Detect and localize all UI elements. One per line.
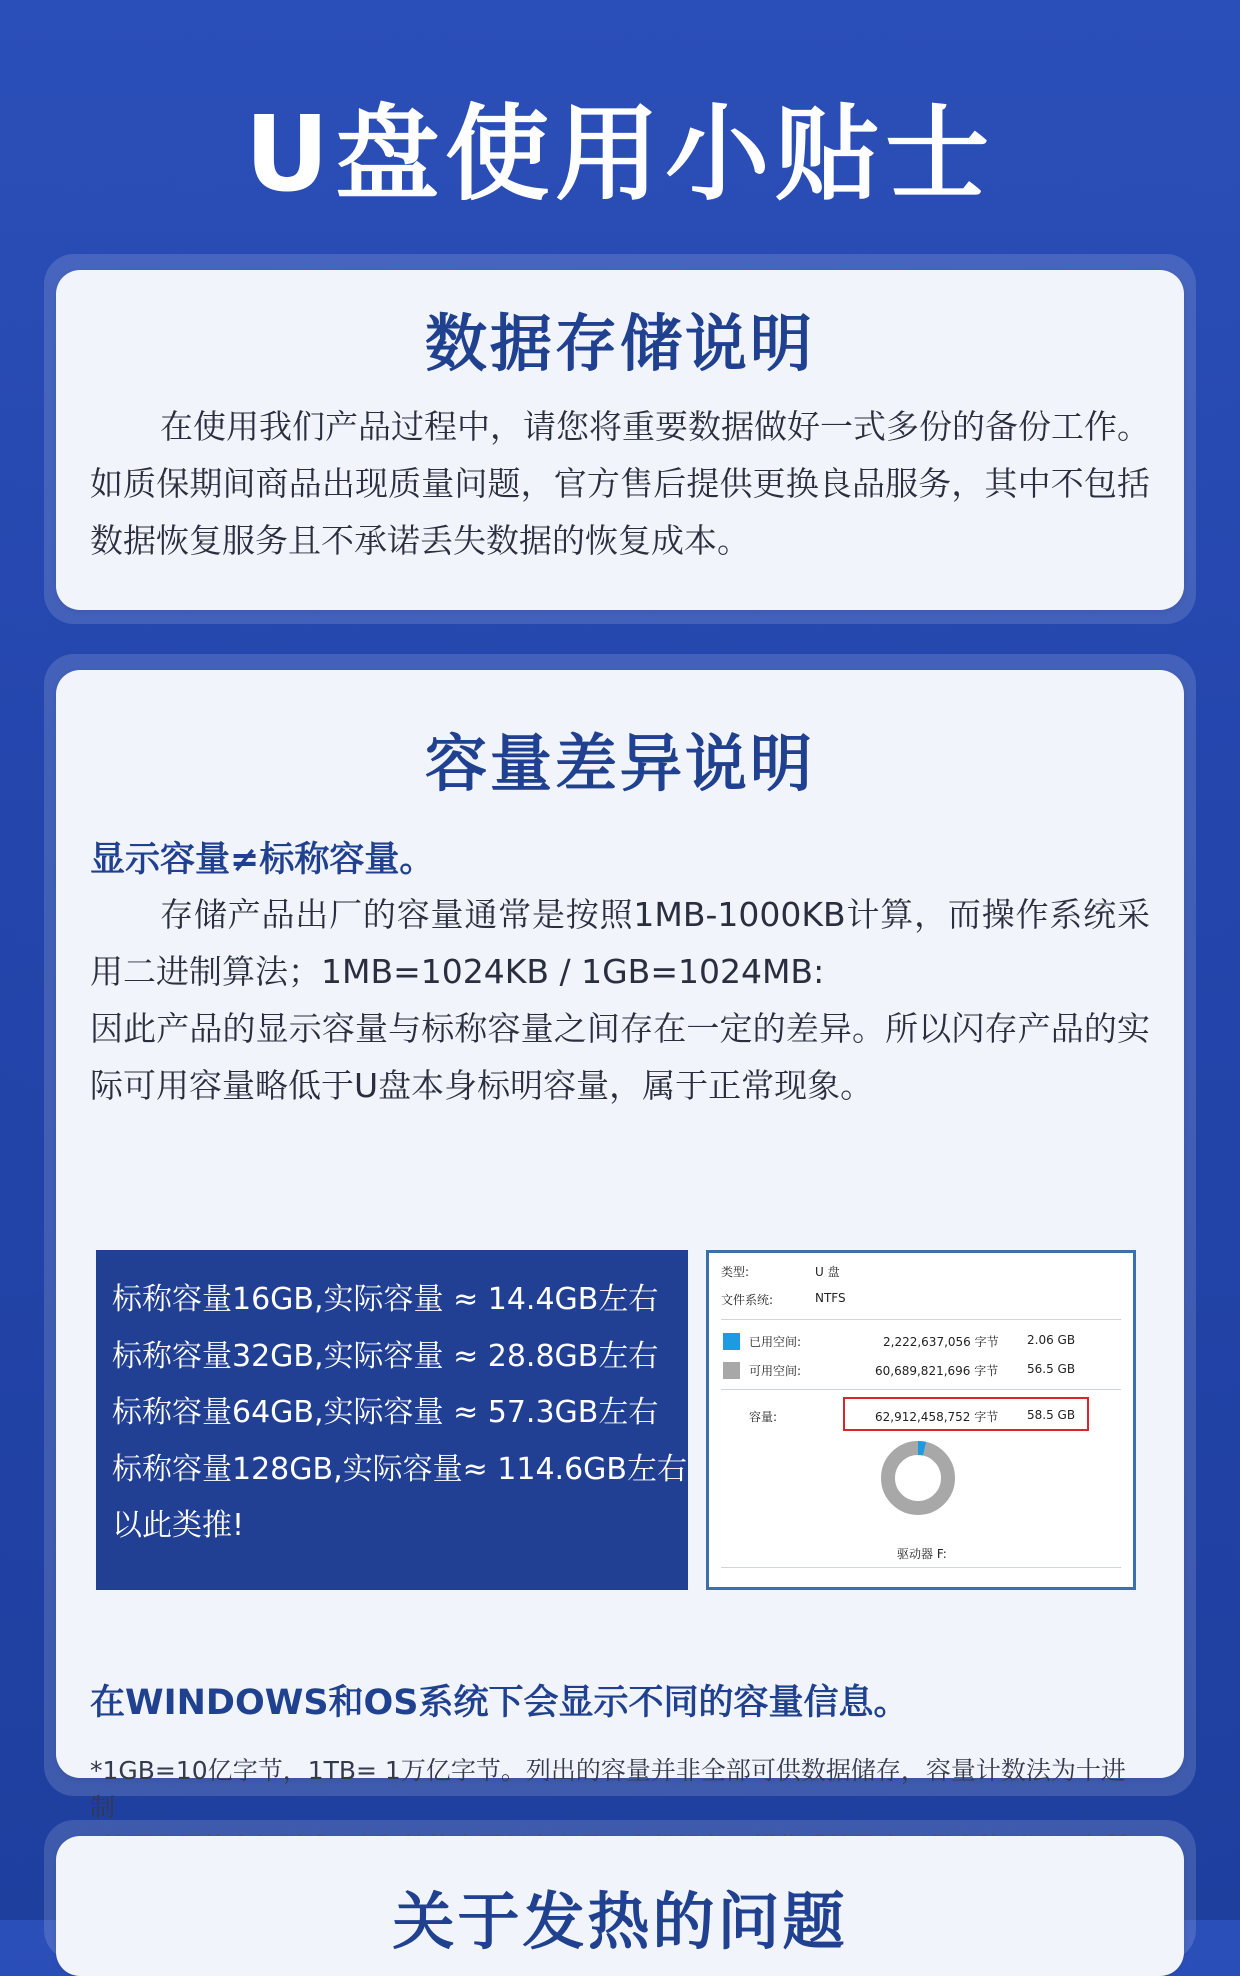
windows-os-note: 在WINDOWS和OS系统下会显示不同的容量信息。	[90, 1683, 909, 1723]
usage-donut-chart	[706, 1250, 1136, 1590]
free-bytes: 60,689,821,696 字节	[875, 1364, 999, 1378]
capacity-line-16gb: 标称容量16GB,实际容量 ≈ 14.4GB左右	[112, 1282, 659, 1317]
heat-card-title: 关于发热的问题	[392, 1885, 848, 1958]
storage-card	[56, 270, 1184, 610]
capacity-body-2: 因此产品的显示容量与标称容量之间存在一定的差异。所以闪存产品的实际可用容量略低于U盘本身标明容量，属于正常现象。	[90, 1009, 1150, 1105]
capacity-body: 存储产品出厂的容量通常是按照1MB-1000KB计算，而操作系统采用二进制算法；1MB=1024KB / 1GB=1024MB:	[90, 895, 1150, 991]
capacity-card	[56, 670, 1184, 1822]
capacity-card-title: 容量差异说明	[424, 727, 815, 800]
type-value: U 盘	[815, 1265, 840, 1279]
capacity-line-etc: 以此类推!	[112, 1508, 245, 1543]
capacity-line-32gb: 标称容量32GB,实际容量 ≈ 28.8GB左右	[112, 1338, 659, 1374]
storage-card-body: 在使用我们产品过程中，请您将重要数据做好一式多份的备份工作。如质保期间商品出现质量问题，官方售后提供更换良品服务，其中不包括数据恢复服务且不承诺丢失数据的恢复成本。	[90, 407, 1150, 560]
storage-card-title: 数据存储说明	[424, 307, 815, 380]
used-bytes: 2,222,637,056 字节	[883, 1335, 999, 1349]
fs-value: NTFS	[815, 1291, 846, 1305]
page-title: U盘使用小贴士	[244, 93, 996, 215]
capacity-line-64gb: 标称容量64GB,实际容量 ≈ 57.3GB左右	[112, 1395, 659, 1430]
capacity-size: 58.5 GB	[1027, 1408, 1076, 1422]
capacity-subhead: 显示容量≠标称容量。	[90, 840, 435, 880]
footnote-decimal: *1GB=10亿字节，1TB= 1万亿字节。列出的容量并非全部可供数据储存，容量计数法为十进制	[90, 1756, 1126, 1822]
free-size: 56.5 GB	[1027, 1362, 1076, 1376]
used-size: 2.06 GB	[1027, 1333, 1076, 1347]
capacity-table	[96, 1250, 688, 1590]
drive-label: 驱动器 F:	[897, 1547, 947, 1561]
capacity-label: 容量:	[749, 1410, 778, 1424]
donut-free-ring	[888, 1448, 948, 1508]
capacity-line-128gb: 标称容量128GB,实际容量≈ 114.6GB左右	[112, 1451, 688, 1487]
free-label: 可用空间:	[749, 1364, 802, 1378]
type-label: 类型:	[721, 1265, 750, 1279]
capacity-bytes: 62,912,458,752 字节	[875, 1410, 999, 1424]
used-label: 已用空间:	[749, 1335, 802, 1349]
disk-properties-screenshot	[706, 1250, 1136, 1590]
fs-label: 文件系统:	[721, 1293, 774, 1307]
divider-bottom	[721, 1567, 1121, 1568]
heat-card	[56, 1836, 1184, 1976]
